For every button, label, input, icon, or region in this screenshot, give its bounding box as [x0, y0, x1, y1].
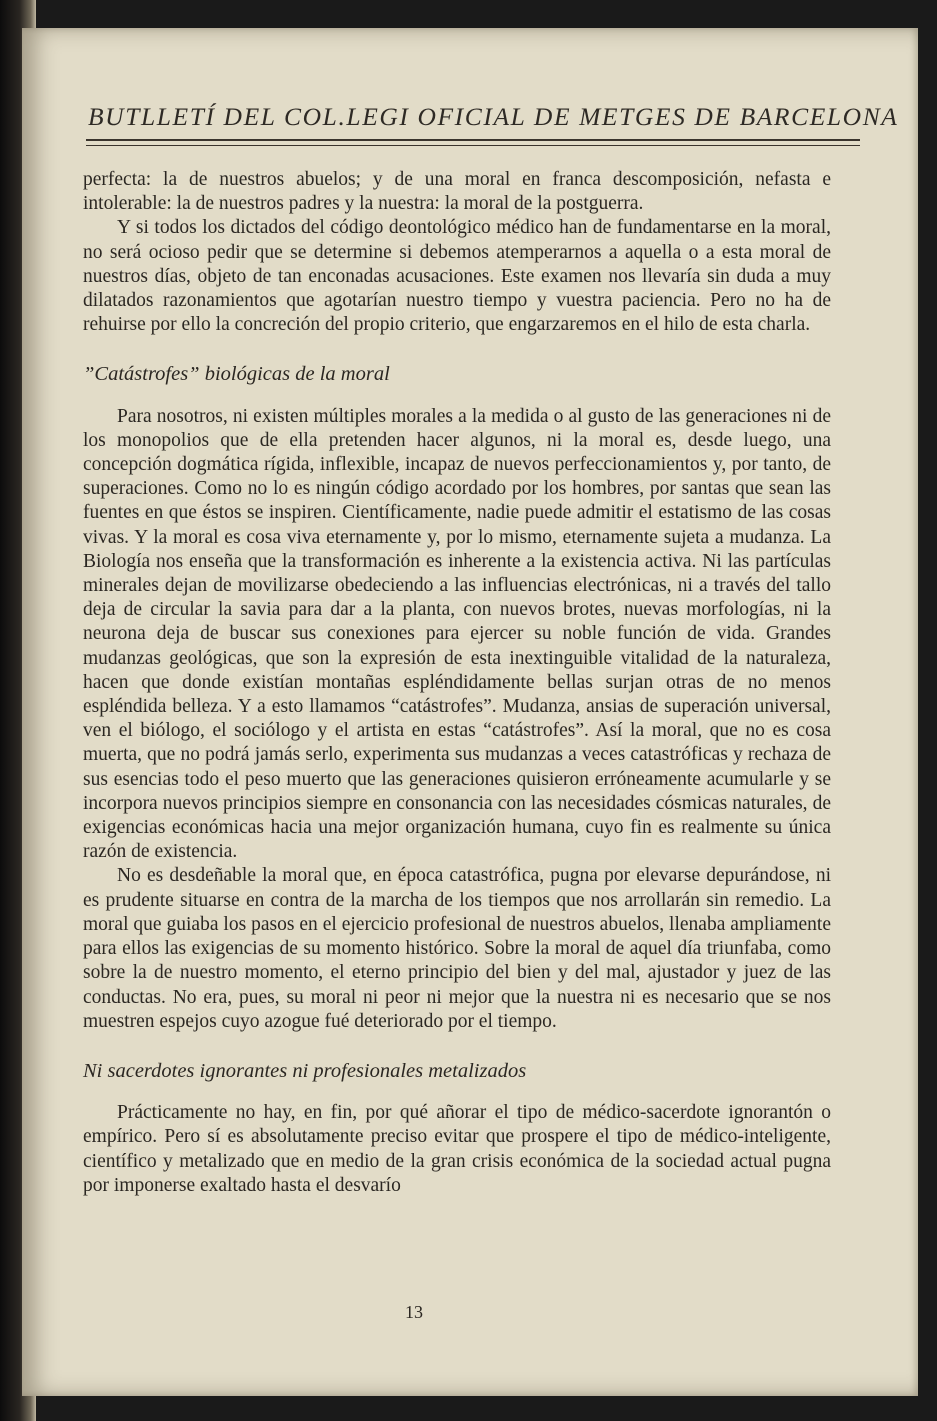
header-rule-thick — [86, 139, 860, 141]
header-rule-thin — [86, 145, 860, 146]
paragraph: perfecta: la de nuestros abuelos; y de una moral en franca descomposición, nefasta e intolerable: la de nuestros padres y la nuestra: la moral de la postguerra. — [83, 169, 831, 215]
document-page — [22, 28, 918, 1396]
page-number: 13 — [405, 1302, 423, 1322]
article-body — [83, 168, 831, 1198]
running-header: BUTLLETÍ DEL COL.LEGI OFICIAL DE METGES DE BARCELONA — [88, 102, 899, 131]
paragraph: Y si todos los dictados del código deontológico médico han de fundamentarse en la moral, no será ocioso pedir que se determine si debemos atemperarnos a aquella o a esta moral de nuestros días, objeto de tan enconadas acusaciones. Este examen nos llevaría sin duda a muy dilatados razonamientos que agotarían nuestro tiempo y vuestra paciencia. Pero no ha de rehuirse por ello la concreción del propio criterio, que engarzaremos en el hilo de esta charla. — [83, 217, 831, 336]
section-heading: Ni sacerdotes ignorantes ni profesionales metalizados — [83, 1059, 527, 1082]
paragraph: Para nosotros, ni existen múltiples morales a la medida o al gusto de las generaciones ni de los monopolios que de ella pretenden hacer algunos, ni la moral es, desde luego, una concepción dogmática rígida, inflexible, incapaz de nuevos perfeccionamientos y, por tanto, de superaciones. Como no lo es ningún código acordado por los hombres, por santas que sean las fuentes en que éstos se inspiren. Científicamente, nadie puede admitir el estatismo de las cosas vivas. Y la moral es cosa viva eternamente y, por lo mismo, eternamente sujeta a mudanza. La Biología nos enseña que la transformación es inherente a la existencia activa. Ni las partículas minerales dejan de movilizarse obedeciendo a las influencias electrónicas, ni a través del tallo deja de circular la savia para dar a la planta, con nuevos brotes, nuevas morfologías, ni la neurona deja de buscar sus conexiones para ejercer su noble función de vida. Grandes mudanzas geológicas, que son la expresión de esta inextinguible vitalidad de la naturaleza, hacen que donde existían montañas espléndidamente bellas surjan otras de no menos espléndida belleza. Y a esto llamamos “catástrofes”. Mudanza, ansias de superación universal, ven el biólogo, el sociólogo y el artista en estas “catástrofes”. Así la moral, que no es cosa muerta, que no podrá jamás serlo, experimenta sus mudanzas a veces catastróficas y rechaza de sus esencias todo el peso muerto que las generaciones quisieron erróneamente acumularle y se incorpora nuevos principios siempre en consonancia con las necesidades cósmicas naturales, de exigencias económicas hacia una mejor organización humana, cuyo fin es realmente su única razón de existencia. — [83, 405, 831, 863]
paragraph: No es desdeñable la moral que, en época catastrófica, pugna por elevarse depurándose, ni es prudente situarse en contra de la marcha de los tiempos que nos arrollarán sin remedio. La moral que guiaba los pasos en el ejercicio profesional de nuestros abuelos, llenaba ampliamente para ellos las exigencias de su momento histórico. Sobre la moral de aquel día triunfaba, como sobre la de nuestro momento, el eterno principio del bien y del mal, ajustador y juez de las conductas. No era, pues, su moral ni peor ni mejor que la nuestra ni es necesario que se nos muestren espejos cuyo azogue fué deteriorado por el tiempo. — [83, 865, 831, 1032]
section-heading: ”Catástrofes” biológicas de la moral — [83, 363, 390, 386]
paragraph: Prácticamente no hay, en fin, por qué añorar el tipo de médico-sacerdote ignorantón o empírico. Pero sí es absolutamente preciso evitar que prospere el tipo de médico-inteligente, científico y metalizado que en medio de la gran crisis económica de la sociedad actual pugna por imponerse exaltado hasta el desvarío — [83, 1102, 831, 1196]
